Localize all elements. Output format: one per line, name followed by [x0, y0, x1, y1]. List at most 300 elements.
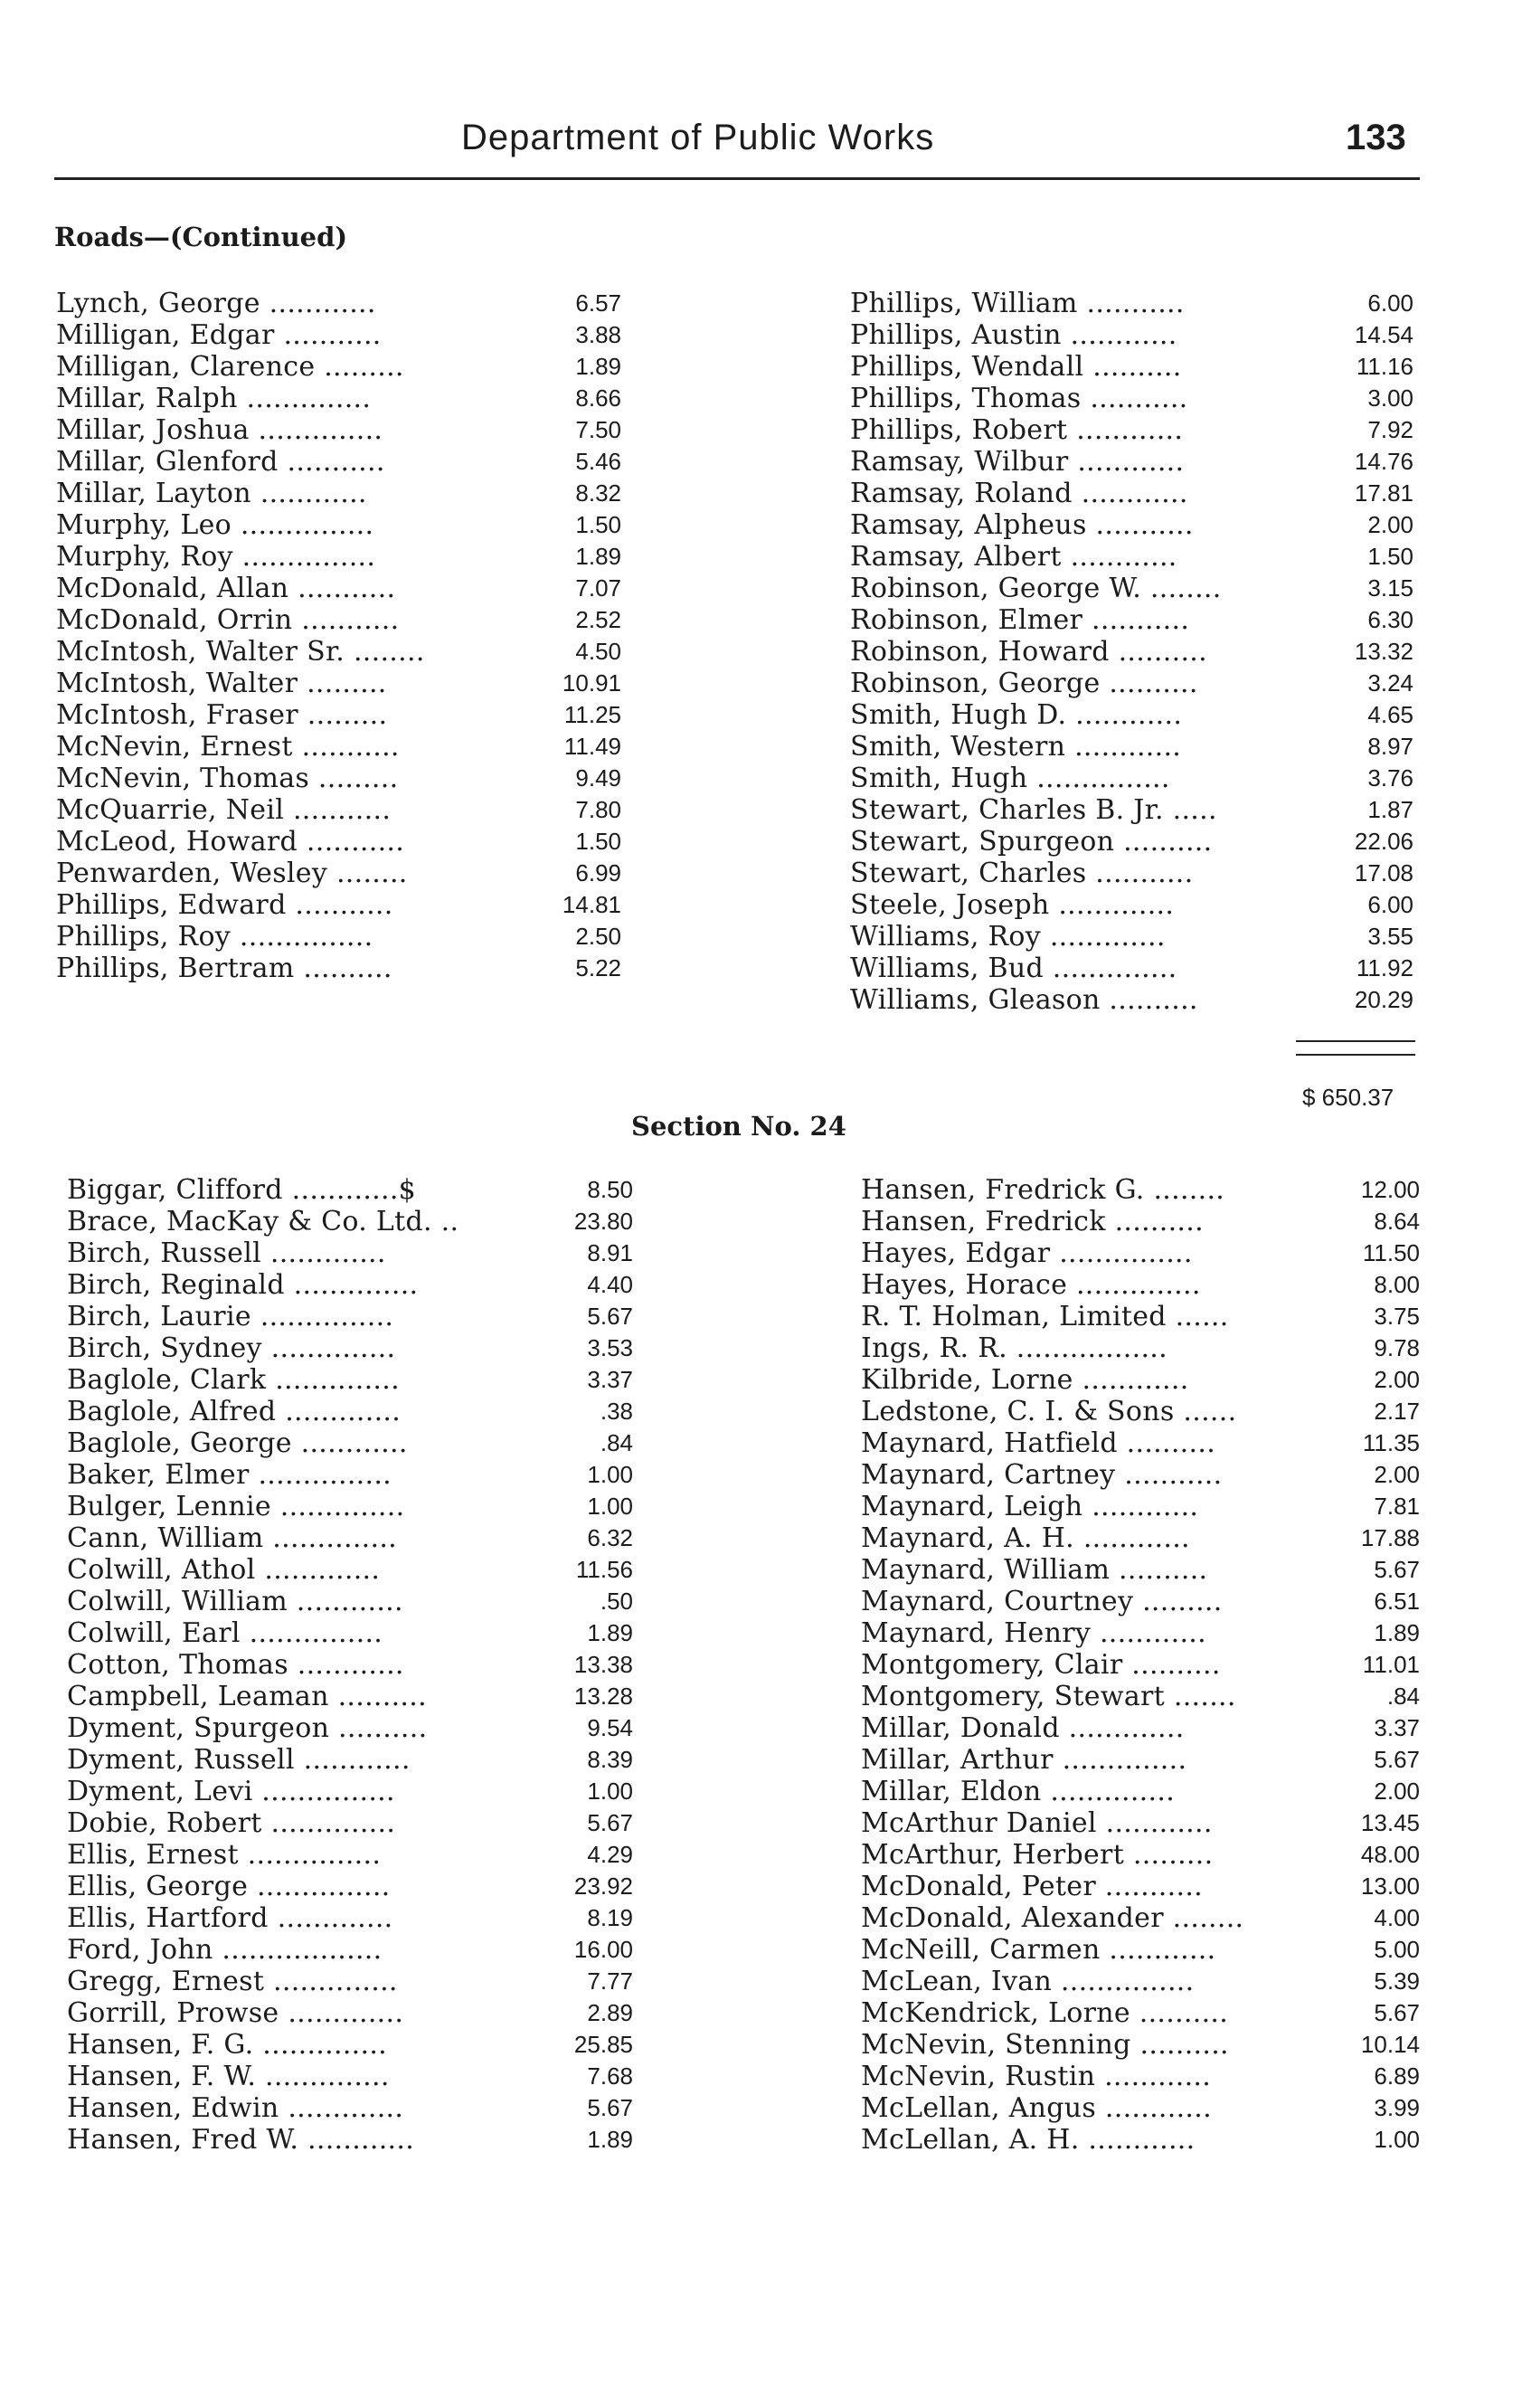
- list-item: [850, 319, 1413, 351]
- entry-amount: 25.85: [573, 2031, 633, 2058]
- entry-name: Maynard, Henry ............: [861, 1617, 1206, 1649]
- list-item: [850, 509, 1413, 541]
- entry-name: Gregg, Ernest ..............: [67, 1966, 398, 1997]
- entry-amount: 7.07: [575, 574, 621, 602]
- entry-name: Ings, R. R. .................: [861, 1332, 1167, 1364]
- list-item: [56, 636, 621, 668]
- list-item: [850, 351, 1413, 383]
- entry-name: McDonald, Allan ...........: [56, 573, 396, 604]
- entry-amount: 4.50: [575, 638, 621, 665]
- entry-name: Steele, Joseph .............: [850, 889, 1175, 921]
- entry-amount: 8.39: [587, 1746, 633, 1773]
- list-item: [861, 2124, 1420, 2156]
- entry-name: Phillips, William ...........: [850, 288, 1185, 319]
- list-item: [850, 731, 1413, 763]
- list-item: [850, 604, 1413, 636]
- entry-name: Phillips, Austin ............: [850, 319, 1177, 351]
- entry-name: Ramsay, Albert ............: [850, 541, 1177, 573]
- list-item: [861, 1902, 1420, 1934]
- list-item: [67, 1364, 633, 1396]
- list-item: [56, 794, 621, 826]
- entry-amount: 3.55: [1367, 923, 1413, 950]
- list-item: [67, 1776, 633, 1807]
- entry-name: Kilbride, Lorne ............: [861, 1364, 1189, 1396]
- list-item: [67, 2029, 633, 2061]
- entry-amount: 1.00: [587, 1493, 633, 1520]
- entry-amount: 8.50: [587, 1176, 633, 1203]
- entry-name: Smith, Hugh D. ............: [850, 699, 1183, 731]
- list-item: [67, 1997, 633, 2029]
- entry-amount: 5.67: [587, 1809, 633, 1836]
- entry-name: Phillips, Wendall ..........: [850, 351, 1182, 383]
- list-item: [861, 1934, 1420, 1966]
- list-item: [56, 668, 621, 699]
- list-item: [67, 1206, 633, 1237]
- list-item: [850, 858, 1413, 889]
- entry-amount: 1.00: [1374, 2126, 1420, 2153]
- entry-amount: 13.32: [1354, 638, 1413, 665]
- list-item: [67, 1237, 633, 1269]
- entry-amount: 9.78: [1374, 1334, 1420, 1361]
- entry-name: Smith, Hugh ...............: [850, 763, 1170, 794]
- entry-amount: 11.25: [563, 701, 621, 728]
- list-item: [850, 383, 1413, 414]
- entry-name: Montgomery, Stewart .......: [861, 1681, 1236, 1712]
- entry-amount: 23.92: [573, 1872, 633, 1900]
- list-item: [861, 1174, 1420, 1206]
- entry-amount: 17.08: [1354, 859, 1413, 886]
- entry-name: Murphy, Leo ...............: [56, 509, 374, 541]
- list-item: [67, 1427, 633, 1459]
- entry-amount: 7.92: [1367, 416, 1413, 443]
- entry-amount: 1.89: [587, 2126, 633, 2153]
- entry-name: Williams, Roy .............: [850, 921, 1166, 953]
- list-item: [850, 478, 1413, 509]
- entry-name: McIntosh, Walter Sr. ........: [56, 636, 425, 668]
- list-item: [861, 1332, 1420, 1364]
- entry-amount: 48.00: [1360, 1841, 1420, 1868]
- entry-amount: 5.67: [1374, 1999, 1420, 2026]
- entry-amount: 13.00: [1360, 1872, 1420, 1900]
- entry-name: Murphy, Roy ...............: [56, 541, 376, 573]
- list-item: [861, 1776, 1420, 1807]
- entry-name: Phillips, Roy ...............: [56, 921, 373, 953]
- entry-name: McArthur Daniel ............: [861, 1807, 1213, 1839]
- list-item: [56, 351, 621, 383]
- list-item: [67, 1712, 633, 1744]
- entry-amount: 1.50: [575, 511, 621, 538]
- entry-name: Phillips, Robert ............: [850, 414, 1184, 446]
- entry-name: Biggar, Clifford ............$: [67, 1174, 417, 1206]
- list-item: [850, 414, 1413, 446]
- list-item: [67, 1871, 633, 1902]
- list-item: [850, 889, 1413, 921]
- list-item: [56, 478, 621, 509]
- entry-name: R. T. Holman, Limited ......: [861, 1301, 1229, 1332]
- list-item: [67, 1522, 633, 1554]
- list-item: [861, 2029, 1420, 2061]
- entry-name: McDonald, Alexander ........: [861, 1902, 1244, 1934]
- entry-amount: 6.00: [1367, 891, 1413, 918]
- list-item: [67, 1681, 633, 1712]
- entry-name: McLeod, Howard ...........: [56, 826, 405, 858]
- entry-amount: 3.76: [1367, 764, 1413, 792]
- entry-name: Brace, MacKay & Co. Ltd. ..: [67, 1206, 459, 1237]
- entry-amount: 5.39: [1374, 1967, 1420, 1995]
- list-item: [56, 826, 621, 858]
- list-item: [56, 288, 621, 319]
- entry-amount: 1.89: [575, 353, 621, 380]
- entry-amount: 6.57: [575, 289, 621, 317]
- entry-name: Maynard, William ..........: [861, 1554, 1208, 1586]
- list-item: [850, 826, 1413, 858]
- entry-name: Milligan, Clarence .........: [56, 351, 404, 383]
- list-item: [56, 604, 621, 636]
- list-item: [67, 1934, 633, 1966]
- entry-name: Stewart, Charles ...........: [850, 858, 1194, 889]
- entry-amount: 23.80: [573, 1208, 633, 1235]
- entry-name: Penwarden, Wesley ........: [56, 858, 408, 889]
- entry-amount: 3.99: [1374, 2094, 1420, 2121]
- list-item: [56, 763, 621, 794]
- list-item: [861, 1744, 1420, 1776]
- roads-left-column: [56, 288, 621, 984]
- entry-name: Dyment, Spurgeon ..........: [67, 1712, 428, 1744]
- list-item: [56, 953, 621, 984]
- entry-name: Maynard, Leigh ............: [861, 1491, 1199, 1522]
- entry-name: McNeill, Carmen ............: [861, 1934, 1216, 1966]
- roads-total: $ 650.37: [1302, 1084, 1394, 1111]
- entry-name: Baker, Elmer ...............: [67, 1459, 392, 1491]
- entry-amount: 5.67: [587, 1303, 633, 1330]
- entry-amount: 3.53: [587, 1334, 633, 1361]
- entry-name: McNevin, Thomas .........: [56, 763, 399, 794]
- entry-name: Robinson, George ..........: [850, 668, 1198, 699]
- entry-amount: 3.37: [1374, 1714, 1420, 1741]
- entry-name: Millar, Ralph ..............: [56, 383, 372, 414]
- entry-name: Colwill, Earl ...............: [67, 1617, 383, 1649]
- entry-name: Lynch, George ............: [56, 288, 376, 319]
- entry-amount: 3.75: [1374, 1303, 1420, 1330]
- list-item: [861, 2061, 1420, 2092]
- entry-name: Phillips, Thomas ...........: [850, 383, 1188, 414]
- list-item: [850, 288, 1413, 319]
- entry-name: Baglole, Clark ..............: [67, 1364, 400, 1396]
- entry-name: Smith, Western ............: [850, 731, 1182, 763]
- entry-name: Phillips, Bertram ..........: [56, 953, 392, 984]
- list-item: [67, 1966, 633, 1997]
- list-item: [67, 1174, 633, 1206]
- entry-name: McIntosh, Walter .........: [56, 668, 387, 699]
- entry-name: Ramsay, Roland ............: [850, 478, 1188, 509]
- entry-amount: .84: [1386, 1683, 1420, 1710]
- list-item: [67, 1332, 633, 1364]
- entry-name: McLellan, Angus ............: [861, 2092, 1212, 2124]
- entry-name: Hansen, Edwin .............: [67, 2092, 404, 2124]
- entry-name: Ellis, Ernest ...............: [67, 1839, 382, 1871]
- entry-name: Williams, Gleason ..........: [850, 984, 1198, 1016]
- page-header-title: Department of Public Works: [461, 118, 935, 157]
- entry-amount: 14.81: [562, 891, 621, 918]
- entry-amount: 10.91: [562, 669, 621, 697]
- entry-name: Maynard, Cartney ...........: [861, 1459, 1223, 1491]
- entry-amount: 8.64: [1374, 1208, 1420, 1235]
- entry-amount: 2.89: [587, 1999, 633, 2026]
- entry-name: Ledstone, C. I. & Sons ......: [861, 1396, 1237, 1427]
- entry-amount: 11.16: [1356, 353, 1413, 380]
- entry-amount: 8.32: [575, 479, 621, 507]
- list-item: [861, 1649, 1420, 1681]
- entry-name: Colwill, Athol .............: [67, 1554, 381, 1586]
- entry-amount: 1.87: [1367, 796, 1413, 823]
- entry-amount: 8.91: [587, 1239, 633, 1266]
- list-item: [861, 1522, 1420, 1554]
- entry-name: Hansen, F. G. ..............: [67, 2029, 388, 2061]
- entry-amount: .50: [600, 1588, 633, 1615]
- entry-name: Birch, Laurie ...............: [67, 1301, 394, 1332]
- entry-amount: 6.30: [1367, 606, 1413, 633]
- entry-amount: 11.92: [1356, 954, 1413, 981]
- entry-name: Hansen, Fredrick G. ........: [861, 1174, 1225, 1206]
- entry-name: Birch, Sydney ..............: [67, 1332, 396, 1364]
- entry-amount: 11.49: [563, 733, 621, 760]
- entry-amount: 8.97: [1367, 733, 1413, 760]
- entry-amount: 6.51: [1374, 1588, 1420, 1615]
- list-item: [861, 1554, 1420, 1586]
- entry-amount: 3.00: [1367, 384, 1413, 412]
- entry-amount: 11.01: [1362, 1651, 1420, 1678]
- list-item: [67, 1649, 633, 1681]
- entry-name: Robinson, Howard ..........: [850, 636, 1207, 668]
- list-item: [850, 921, 1413, 953]
- entry-amount: 2.00: [1374, 1778, 1420, 1805]
- list-item: [861, 1427, 1420, 1459]
- list-item: [67, 2061, 633, 2092]
- entry-amount: 5.46: [575, 448, 621, 475]
- list-item: [56, 699, 621, 731]
- list-item: [850, 699, 1413, 731]
- list-item: [67, 1839, 633, 1871]
- entry-name: McDonald, Orrin ...........: [56, 604, 400, 636]
- entry-name: Ramsay, Alpheus ...........: [850, 509, 1194, 541]
- entry-amount: 1.50: [1367, 543, 1413, 570]
- entry-name: Gorrill, Prowse .............: [67, 1997, 404, 2029]
- entry-amount: 11.56: [575, 1556, 633, 1583]
- entry-amount: 2.52: [575, 606, 621, 633]
- list-item: [67, 1491, 633, 1522]
- entry-name: Ramsay, Wilbur ............: [850, 446, 1185, 478]
- entry-name: Dobie, Robert ..............: [67, 1807, 396, 1839]
- entry-amount: 3.37: [587, 1366, 633, 1393]
- entry-name: Hansen, Fred W. ............: [67, 2124, 415, 2156]
- entry-amount: 8.66: [575, 384, 621, 412]
- list-item: [56, 446, 621, 478]
- list-item: [861, 1681, 1420, 1712]
- list-item: [56, 509, 621, 541]
- list-item: [67, 1744, 633, 1776]
- entry-name: McArthur, Herbert .........: [861, 1839, 1214, 1871]
- list-item: [67, 1902, 633, 1934]
- list-item: [861, 1206, 1420, 1237]
- entry-name: Stewart, Charles B. Jr. .....: [850, 794, 1217, 826]
- entry-amount: 10.14: [1360, 2031, 1420, 2058]
- entry-amount: 5.22: [575, 954, 621, 981]
- page-number: 133: [1346, 118, 1406, 157]
- entry-name: McLean, Ivan ...............: [861, 1966, 1195, 1997]
- list-item: [850, 668, 1413, 699]
- list-item: [861, 1586, 1420, 1617]
- entry-amount: 13.45: [1360, 1809, 1420, 1836]
- entry-name: Dyment, Russell ............: [67, 1744, 411, 1776]
- entry-amount: 7.50: [575, 416, 621, 443]
- entry-name: Milligan, Edgar ...........: [56, 319, 382, 351]
- list-item: [861, 1712, 1420, 1744]
- list-item: [861, 1301, 1420, 1332]
- list-item: [861, 1396, 1420, 1427]
- entry-name: McDonald, Peter ...........: [861, 1871, 1203, 1902]
- list-item: [850, 636, 1413, 668]
- entry-name: Dyment, Levi ...............: [67, 1776, 395, 1807]
- header-rule: [54, 177, 1420, 180]
- entry-name: Baglole, George ............: [67, 1427, 408, 1459]
- list-item: [850, 541, 1413, 573]
- list-item: [56, 573, 621, 604]
- list-item: [861, 1839, 1420, 1871]
- entry-name: Maynard, Hatfield ..........: [861, 1427, 1216, 1459]
- entry-amount: 17.88: [1360, 1524, 1420, 1551]
- entry-name: Williams, Bud ..............: [850, 953, 1177, 984]
- entry-name: Montgomery, Clair ..........: [861, 1649, 1221, 1681]
- entry-name: McQuarrie, Neil ...........: [56, 794, 392, 826]
- list-item: [56, 921, 621, 953]
- entry-amount: 3.24: [1367, 669, 1413, 697]
- entry-name: Phillips, Edward ...........: [56, 889, 393, 921]
- entry-name: Stewart, Spurgeon ..........: [850, 826, 1213, 858]
- list-item: [850, 953, 1413, 984]
- total-rule-bottom: [1296, 1054, 1415, 1056]
- list-item: [67, 1269, 633, 1301]
- entry-name: McIntosh, Fraser .........: [56, 699, 388, 731]
- entry-name: Millar, Joshua ..............: [56, 414, 383, 446]
- entry-name: Ford, John ..................: [67, 1934, 383, 1966]
- list-item: [56, 889, 621, 921]
- entry-amount: 1.89: [575, 543, 621, 570]
- list-item: [67, 1807, 633, 1839]
- list-item: [861, 1807, 1420, 1839]
- entry-amount: 11.35: [1362, 1429, 1420, 1456]
- entry-amount: 4.40: [587, 1271, 633, 1298]
- entry-name: Maynard, Courtney .........: [861, 1586, 1223, 1617]
- list-item: [861, 1871, 1420, 1902]
- section-24-left-column: [67, 1174, 633, 2156]
- entry-amount: 12.00: [1360, 1176, 1420, 1203]
- entry-amount: 1.89: [1374, 1619, 1420, 1646]
- entry-name: Millar, Layton ............: [56, 478, 367, 509]
- entry-name: Ellis, Hartford .............: [67, 1902, 393, 1934]
- entry-amount: 7.68: [587, 2062, 633, 2090]
- entry-amount: 7.81: [1374, 1493, 1420, 1520]
- entry-name: Maynard, A. H. ............: [861, 1522, 1190, 1554]
- entry-amount: 2.00: [1374, 1366, 1420, 1393]
- list-item: [861, 1617, 1420, 1649]
- entry-amount: 3.88: [575, 321, 621, 348]
- list-item: [850, 794, 1413, 826]
- list-item: [56, 414, 621, 446]
- entry-amount: 4.65: [1367, 701, 1413, 728]
- list-item: [861, 2092, 1420, 2124]
- list-item: [850, 446, 1413, 478]
- entry-amount: 1.89: [587, 1619, 633, 1646]
- list-item: [850, 763, 1413, 794]
- entry-amount: 6.99: [575, 859, 621, 886]
- roads-right-column: [850, 288, 1413, 1016]
- entry-amount: 6.89: [1374, 2062, 1420, 2090]
- entry-name: Hansen, Fredrick ..........: [861, 1206, 1204, 1237]
- list-item: [67, 1301, 633, 1332]
- entry-name: Bulger, Lennie ..............: [67, 1491, 405, 1522]
- entry-name: McKendrick, Lorne ..........: [861, 1997, 1229, 2029]
- entry-amount: 6.32: [587, 1524, 633, 1551]
- entry-amount: 1.00: [587, 1778, 633, 1805]
- list-item: [67, 1554, 633, 1586]
- total-rule-top: [1296, 1040, 1415, 1042]
- entry-amount: 5.00: [1374, 1936, 1420, 1963]
- list-item: [850, 573, 1413, 604]
- entry-amount: 5.67: [1374, 1746, 1420, 1773]
- entry-name: Colwill, William ............: [67, 1586, 403, 1617]
- entry-amount: 8.00: [1374, 1271, 1420, 1298]
- section-24-right-column: [861, 1174, 1420, 2156]
- entry-name: Birch, Reginald ..............: [67, 1269, 419, 1301]
- entry-amount: 5.67: [587, 2094, 633, 2121]
- entry-name: McLellan, A. H. ............: [861, 2124, 1196, 2156]
- entry-name: Hayes, Edgar ...............: [861, 1237, 1193, 1269]
- entry-name: Millar, Glenford ...........: [56, 446, 385, 478]
- entry-amount: 9.54: [587, 1714, 633, 1741]
- list-item: [67, 2124, 633, 2156]
- entry-amount: 6.00: [1367, 289, 1413, 317]
- section-24-heading: Section No. 24: [631, 1111, 846, 1142]
- entry-name: Robinson, Elmer ...........: [850, 604, 1190, 636]
- entry-amount: 22.06: [1354, 828, 1413, 855]
- entry-amount: 4.00: [1374, 1904, 1420, 1931]
- list-item: [861, 1491, 1420, 1522]
- list-item: [861, 1459, 1420, 1491]
- entry-amount: 9.49: [575, 764, 621, 792]
- entry-name: Millar, Arthur ..............: [861, 1744, 1187, 1776]
- entry-name: McNevin, Rustin ............: [861, 2061, 1212, 2092]
- list-item: [861, 1966, 1420, 1997]
- roads-heading: Roads—(Continued): [54, 222, 348, 252]
- entry-amount: 11.50: [1362, 1239, 1420, 1266]
- entry-name: McNevin, Ernest ...........: [56, 731, 400, 763]
- entry-name: McNevin, Stenning ..........: [861, 2029, 1229, 2061]
- entry-name: Birch, Russell .............: [67, 1237, 386, 1269]
- entry-amount: 4.29: [587, 1841, 633, 1868]
- entry-name: Ellis, George ...............: [67, 1871, 391, 1902]
- entry-name: Campbell, Leaman ..........: [67, 1681, 427, 1712]
- entry-amount: 3.15: [1367, 574, 1413, 602]
- entry-amount: 5.67: [1374, 1556, 1420, 1583]
- entry-amount: 7.77: [587, 1967, 633, 1995]
- list-item: [850, 984, 1413, 1016]
- list-item: [861, 1237, 1420, 1269]
- entry-amount: 2.17: [1374, 1398, 1420, 1425]
- list-item: [67, 2092, 633, 2124]
- list-item: [56, 858, 621, 889]
- entry-amount: 8.19: [587, 1904, 633, 1931]
- entry-name: Millar, Eldon ..............: [861, 1776, 1176, 1807]
